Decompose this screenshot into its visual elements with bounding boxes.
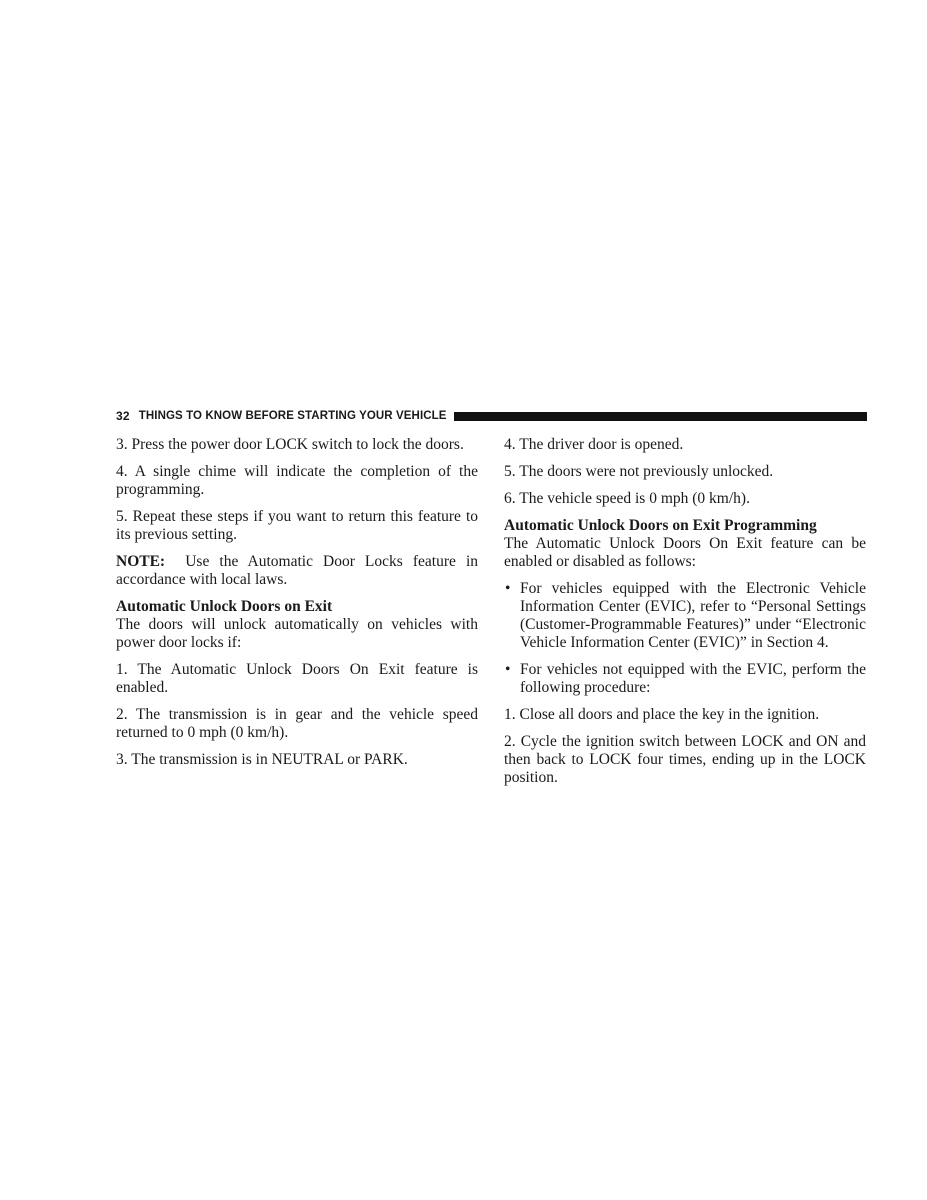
page-header — [116, 408, 867, 424]
condition-4: 4. The driver door is opened. — [504, 436, 684, 453]
procedure-step-1: 1. Close all doors and place the key in the ignition. — [504, 706, 820, 723]
step-4: 4. A single chime will indicate the completion of the programming. — [116, 463, 478, 498]
programming-heading: Automatic Unlock Doors on Exit Programming — [504, 517, 817, 534]
condition-3: 3. The transmission is in NEUTRAL or PARK. — [116, 751, 408, 768]
section-title: THINGS TO KNOW BEFORE STARTING YOUR VEHICLE — [138, 410, 447, 422]
bullet-evic — [504, 580, 866, 652]
bullet-no-evic — [504, 661, 866, 697]
header-rule — [454, 412, 867, 421]
condition-5: 5. The doors were not previously unlocked. — [504, 463, 774, 480]
bullet-text: For vehicles not equipped with the EVIC, perform the following procedure: — [520, 661, 866, 696]
condition-2: 2. The transmission is in gear and the vehicle speed returned to 0 mph (0 km/h). — [116, 706, 478, 741]
right-column — [504, 436, 866, 796]
left-column — [116, 436, 478, 778]
unlock-intro: The doors will unlock automatically on vehicles with power door locks if: — [116, 616, 478, 651]
unlock-section — [116, 598, 478, 616]
procedure-step-2: 2. Cycle the ignition switch between LOCK and ON and then back to LOCK four times, ending up in the LOCK position. — [504, 733, 866, 786]
programming-section — [504, 517, 866, 535]
note-paragraph — [116, 553, 478, 589]
bullet-dot-icon: • — [505, 580, 511, 597]
unlock-heading: Automatic Unlock Doors on Exit — [116, 598, 333, 615]
step-3: 3. Press the power door LOCK switch to lock the doors. — [116, 436, 464, 453]
condition-6: 6. The vehicle speed is 0 mph (0 km/h). — [504, 490, 750, 507]
step-5: 5. Repeat these steps if you want to return this feature to its previous setting. — [116, 508, 478, 543]
note-text: Use the Automatic Door Locks feature in accordance with local laws. — [116, 553, 478, 588]
condition-1: 1. The Automatic Unlock Doors On Exit feature is enabled. — [116, 661, 478, 696]
note-label: NOTE: — [116, 553, 166, 570]
programming-intro: The Automatic Unlock Doors On Exit feature can be enabled or disabled as follows: — [504, 535, 866, 570]
bullet-text: For vehicles equipped with the Electronic Vehicle Information Center (EVIC), refer to “Personal Settings (Customer-Programmable Features)” under “Electronic Vehicle Information Center (EVIC)” in Section 4. — [520, 580, 866, 651]
page-number: 32 — [116, 409, 130, 423]
bullet-dot-icon: • — [505, 661, 511, 678]
